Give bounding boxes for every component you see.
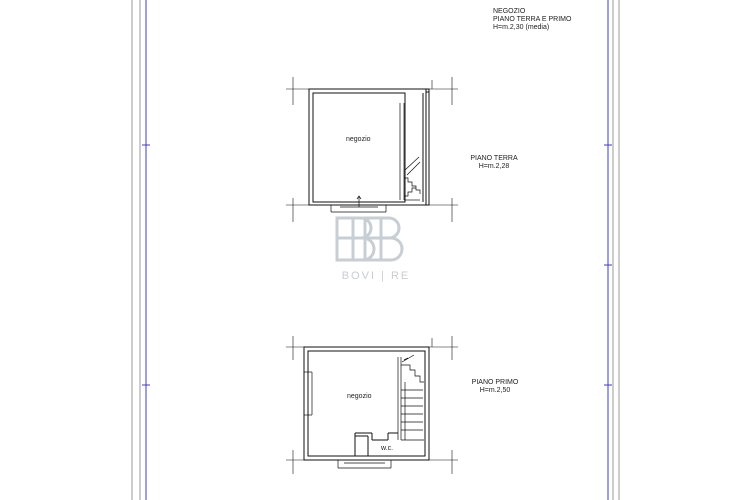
title-line-3: H=m.2,30 (media) xyxy=(493,24,550,31)
wc-label: w.c. xyxy=(381,445,394,452)
ground-floor-plan xyxy=(286,77,458,222)
first-level-height: H=m.2,50 xyxy=(479,387,511,394)
title-line-1: NEGOZIO xyxy=(493,8,526,15)
drawing-title xyxy=(478,8,571,32)
first-room-label: negozio xyxy=(347,393,372,400)
ground-level-height: H=m.2,28 xyxy=(478,163,510,170)
first-level-name: PIANO PRIMO xyxy=(471,379,519,386)
watermark-text: BOVI | RE xyxy=(341,270,411,282)
first-level-block xyxy=(466,379,524,395)
ground-level-name: PIANO TERRA xyxy=(470,155,518,162)
ground-level-block xyxy=(466,155,522,171)
first-floor-plan xyxy=(286,336,458,474)
title-line-2: PIANO TERRA E PRIMO xyxy=(493,16,572,23)
ground-room-label: negozio xyxy=(346,136,371,143)
